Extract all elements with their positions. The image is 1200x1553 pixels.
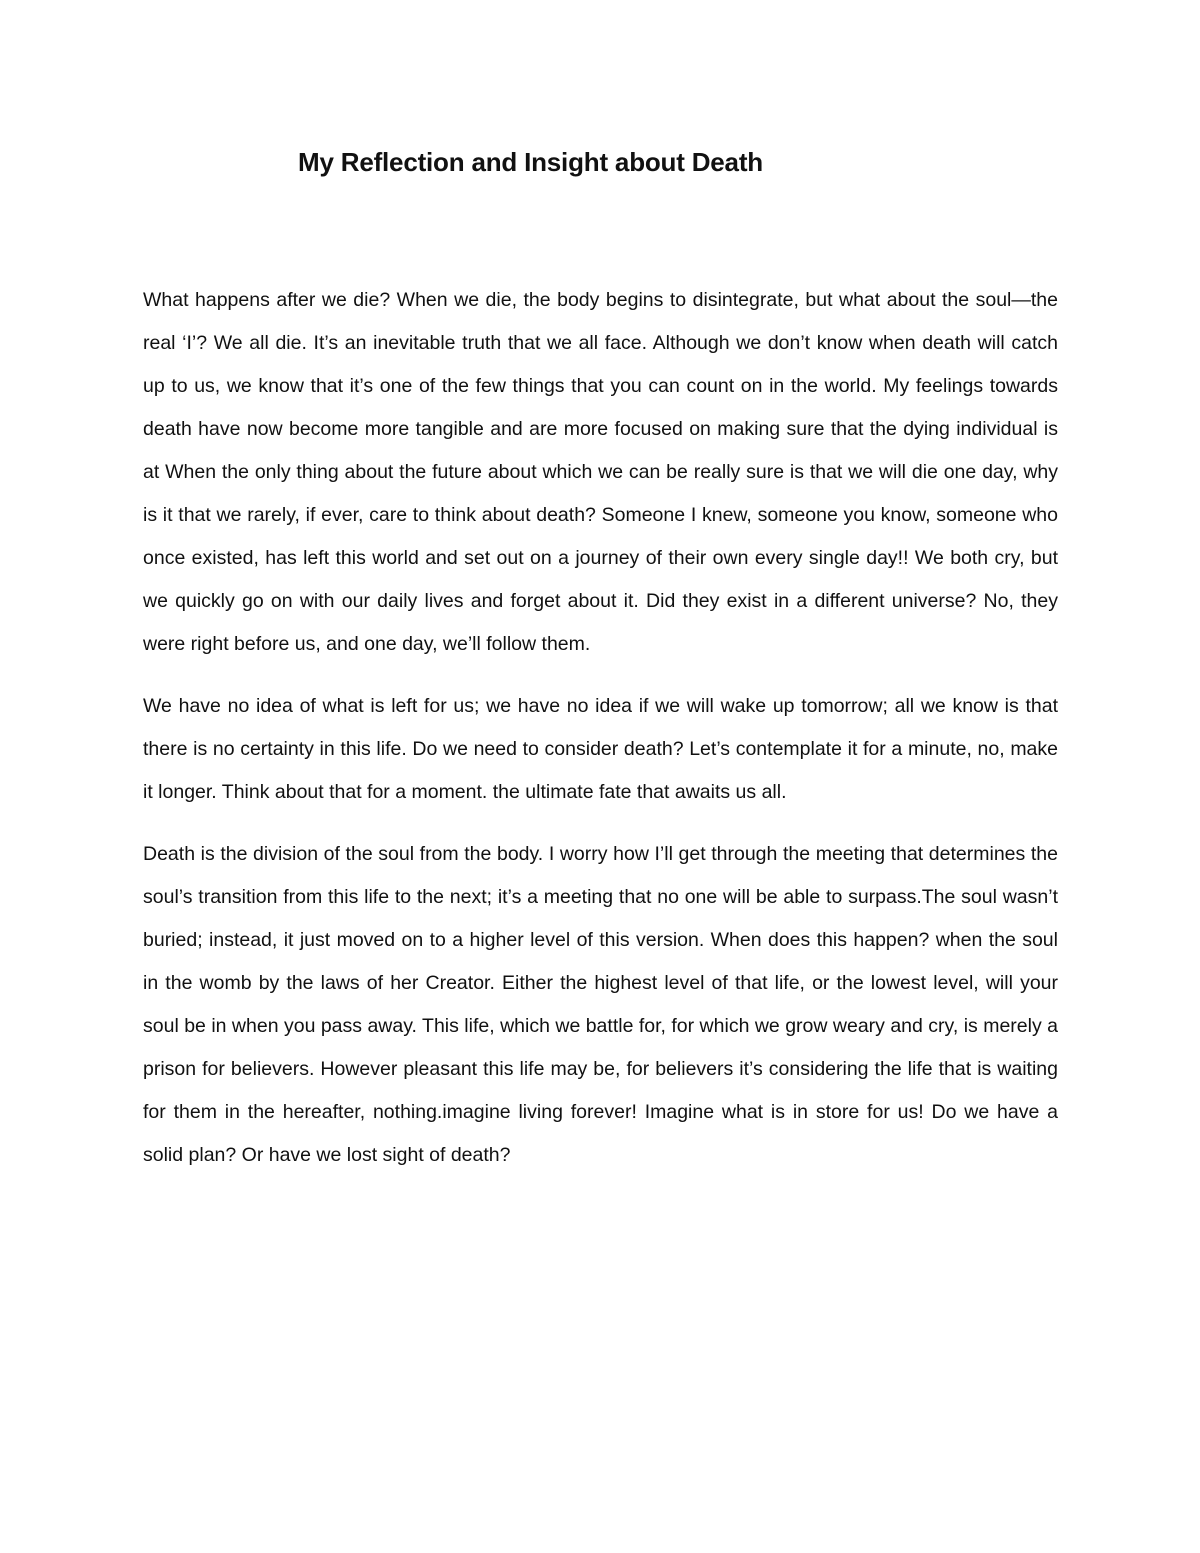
paragraph-1: What happens after we die? When we die, the body begins to disintegrate, but what about the soul—the real ‘I’? We all die. It’s an inevitable truth that we all face. Although we don’t know when death will catch up to us, we know that it’s one of the few things that you can count on in the world. My feelings towards death have now become more tangible and are more focused on making sure that the dying individual is at When the only thing about the future about which we can be really sure is that we will die one day, why is it that we rarely, if ever, care to think about death? Someone I knew, someone you know, someone who once existed, has left this world and set out on a journey of their own every single day!! We both cry, but we quickly go on with our daily lives and forget about it. Did they exist in a different universe? No, they were right before us, and one day, we’ll follow them.	[143, 289, 1058, 655]
document-title: My Reflection and Insight about Death	[298, 147, 763, 177]
document-body	[143, 279, 1058, 1196]
paragraph-3: Death is the division of the soul from the body. I worry how I’ll get through the meeting that determines the soul’s transition from this life to the next; it’s a meeting that no one will be able to surpass.The soul wasn’t buried; instead, it just moved on to a higher level of this version. When does this happen? when the soul in the womb by the laws of her Creator. Either the highest level of that life, or the lowest level, will your soul be in when you pass away. This life, which we battle for, for which we grow weary and cry, is merely a prison for believers. However pleasant this life may be, for believers it’s considering the life that is waiting for them in the hereafter, nothing.imagine living forever! Imagine what is in store for us! Do we have a solid plan? Or have we lost sight of death?	[143, 843, 1058, 1166]
paragraph-2: We have no idea of what is left for us; we have no idea if we will wake up tomorrow; all we know is that there is no certainty in this life. Do we need to consider death? Let’s contemplate it for a minute, no, make it longer. Think about that for a moment. the ultimate fate that awaits us all.	[143, 695, 1058, 803]
